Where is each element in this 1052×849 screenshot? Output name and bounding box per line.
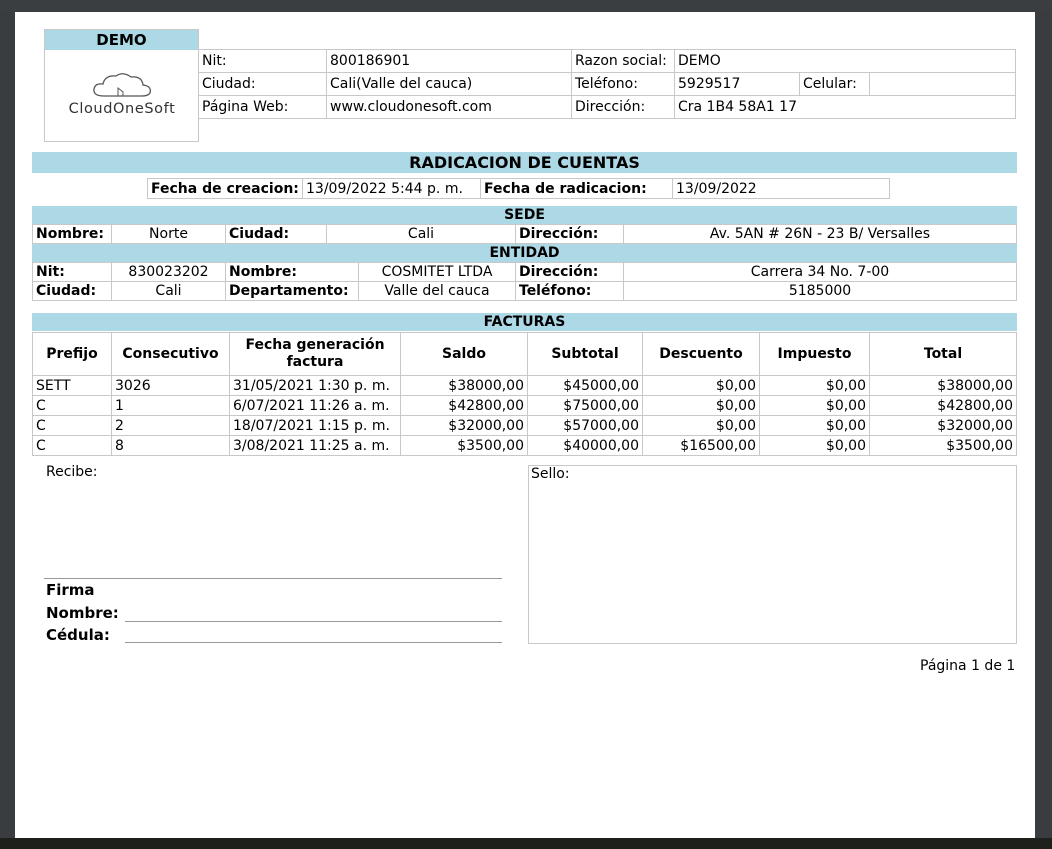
sello-box bbox=[528, 465, 1017, 644]
entidad-nit-value: 830023202 bbox=[112, 263, 226, 282]
cell-impuesto: $0,00 bbox=[760, 436, 870, 456]
telefono-value: 5929517 bbox=[675, 73, 800, 96]
nit-value: 800186901 bbox=[327, 50, 572, 73]
facturas-table bbox=[32, 332, 1017, 456]
celular-value bbox=[870, 73, 1016, 96]
col-subtotal: Subtotal bbox=[528, 333, 643, 376]
cell-saldo: $42800,00 bbox=[401, 396, 528, 416]
nombre-line bbox=[125, 621, 502, 622]
cell-consecutivo: 3026 bbox=[112, 376, 230, 396]
entidad-ciudad-label: Ciudad: bbox=[33, 282, 112, 301]
entidad-departamento-label: Departamento: bbox=[226, 282, 359, 301]
cell-impuesto: $0,00 bbox=[760, 416, 870, 436]
ciudad-label: Ciudad: bbox=[199, 73, 327, 96]
cell-subtotal: $75000,00 bbox=[528, 396, 643, 416]
sede-header: SEDE bbox=[32, 206, 1017, 224]
col-fecha-generacion: Fecha generación factura bbox=[230, 333, 401, 376]
company-row bbox=[199, 73, 1016, 96]
col-prefijo: Prefijo bbox=[33, 333, 112, 376]
entidad-ciudad-value: Cali bbox=[112, 282, 226, 301]
entidad-telefono-value: 5185000 bbox=[624, 282, 1017, 301]
table-row bbox=[33, 396, 1017, 416]
cell-total: $42800,00 bbox=[870, 396, 1017, 416]
cell-saldo: $32000,00 bbox=[401, 416, 528, 436]
cedula-label: Cédula: bbox=[46, 626, 110, 644]
col-total: Total bbox=[870, 333, 1017, 376]
razon-social-label: Razon social: bbox=[572, 50, 675, 73]
cell-total: $3500,00 bbox=[870, 436, 1017, 456]
cell-consecutivo: 2 bbox=[112, 416, 230, 436]
pagina-web-label: Página Web: bbox=[199, 96, 327, 119]
entidad-table bbox=[32, 262, 1017, 301]
entidad-direccion-value: Carrera 34 No. 7-00 bbox=[624, 263, 1017, 282]
pagina-web-value: www.cloudonesoft.com bbox=[327, 96, 572, 119]
company-info-table bbox=[198, 49, 1016, 119]
col-descuento: Descuento bbox=[643, 333, 760, 376]
cell-consecutivo: 1 bbox=[112, 396, 230, 416]
table-row bbox=[33, 436, 1017, 456]
cell-fecha: 6/07/2021 11:26 a. m. bbox=[230, 396, 401, 416]
company-logo-box bbox=[44, 29, 199, 142]
cell-fecha: 3/08/2021 11:25 a. m. bbox=[230, 436, 401, 456]
cell-fecha: 31/05/2021 1:30 p. m. bbox=[230, 376, 401, 396]
sede-direccion-label: Dirección: bbox=[516, 225, 624, 244]
cell-total: $32000,00 bbox=[870, 416, 1017, 436]
cedula-line bbox=[125, 642, 502, 643]
company-logo-text: CloudOneSoft bbox=[68, 101, 176, 117]
recibe-label: Recibe: bbox=[46, 464, 98, 480]
entidad-nombre-label: Nombre: bbox=[226, 263, 359, 282]
cloud-logo-icon bbox=[90, 70, 154, 100]
cell-prefijo: C bbox=[33, 396, 112, 416]
entidad-direccion-label: Dirección: bbox=[516, 263, 624, 282]
cell-prefijo: C bbox=[33, 436, 112, 456]
cell-total: $38000,00 bbox=[870, 376, 1017, 396]
cell-consecutivo: 8 bbox=[112, 436, 230, 456]
signature-line bbox=[44, 578, 502, 579]
sede-nombre-label: Nombre: bbox=[33, 225, 112, 244]
direccion-label: Dirección: bbox=[572, 96, 675, 119]
entidad-telefono-label: Teléfono: bbox=[516, 282, 624, 301]
firma-label: Firma bbox=[46, 581, 95, 599]
page-number: Página 1 de 1 bbox=[920, 658, 1016, 674]
cell-descuento: $0,00 bbox=[643, 416, 760, 436]
nit-label: Nit: bbox=[199, 50, 327, 73]
entidad-nombre-value: COSMITET LTDA bbox=[359, 263, 516, 282]
table-row bbox=[33, 416, 1017, 436]
fecha-creacion-value: 13/09/2022 5:44 p. m. bbox=[303, 179, 481, 199]
document-page bbox=[15, 12, 1035, 838]
direccion-value: Cra 1B4 58A1 17 bbox=[675, 96, 1016, 119]
cell-prefijo: SETT bbox=[33, 376, 112, 396]
cell-subtotal: $40000,00 bbox=[528, 436, 643, 456]
viewer-top-bar bbox=[0, 0, 1052, 12]
cell-impuesto: $0,00 bbox=[760, 376, 870, 396]
company-name: DEMO bbox=[45, 30, 198, 50]
table-row bbox=[33, 376, 1017, 396]
document-title: RADICACION DE CUENTAS bbox=[32, 152, 1017, 173]
cell-fecha: 18/07/2021 1:15 p. m. bbox=[230, 416, 401, 436]
sede-direccion-value: Av. 5AN # 26N - 23 B/ Versalles bbox=[624, 225, 1017, 244]
entidad-header: ENTIDAD bbox=[32, 244, 1017, 262]
facturas-header-row bbox=[33, 333, 1017, 376]
razon-social-value: DEMO bbox=[675, 50, 1016, 73]
telefono-label: Teléfono: bbox=[572, 73, 675, 96]
cell-descuento: $16500,00 bbox=[643, 436, 760, 456]
fecha-creacion-label: Fecha de creacion: bbox=[148, 179, 303, 199]
cell-subtotal: $57000,00 bbox=[528, 416, 643, 436]
fecha-radicacion-value: 13/09/2022 bbox=[673, 179, 890, 199]
celular-label: Celular: bbox=[800, 73, 870, 96]
cell-saldo: $3500,00 bbox=[401, 436, 528, 456]
fecha-radicacion-label: Fecha de radicacion: bbox=[481, 179, 673, 199]
sede-ciudad-label: Ciudad: bbox=[226, 225, 327, 244]
cell-subtotal: $45000,00 bbox=[528, 376, 643, 396]
entidad-nit-label: Nit: bbox=[33, 263, 112, 282]
sede-nombre-value: Norte bbox=[112, 225, 226, 244]
viewer-bottom-bar bbox=[0, 838, 1052, 849]
cell-descuento: $0,00 bbox=[643, 376, 760, 396]
cell-impuesto: $0,00 bbox=[760, 396, 870, 416]
company-row bbox=[199, 50, 1016, 73]
col-saldo: Saldo bbox=[401, 333, 528, 376]
sede-table bbox=[32, 224, 1017, 244]
cell-saldo: $38000,00 bbox=[401, 376, 528, 396]
col-consecutivo: Consecutivo bbox=[112, 333, 230, 376]
cell-descuento: $0,00 bbox=[643, 396, 760, 416]
sello-label: Sello: bbox=[531, 466, 570, 482]
dates-table bbox=[147, 178, 890, 199]
nombre-label: Nombre: bbox=[46, 604, 119, 622]
entidad-departamento-value: Valle del cauca bbox=[359, 282, 516, 301]
cell-prefijo: C bbox=[33, 416, 112, 436]
col-impuesto: Impuesto bbox=[760, 333, 870, 376]
company-row bbox=[199, 96, 1016, 119]
sede-ciudad-value: Cali bbox=[327, 225, 516, 244]
facturas-header: FACTURAS bbox=[32, 313, 1017, 331]
ciudad-value: Cali(Valle del cauca) bbox=[327, 73, 572, 96]
